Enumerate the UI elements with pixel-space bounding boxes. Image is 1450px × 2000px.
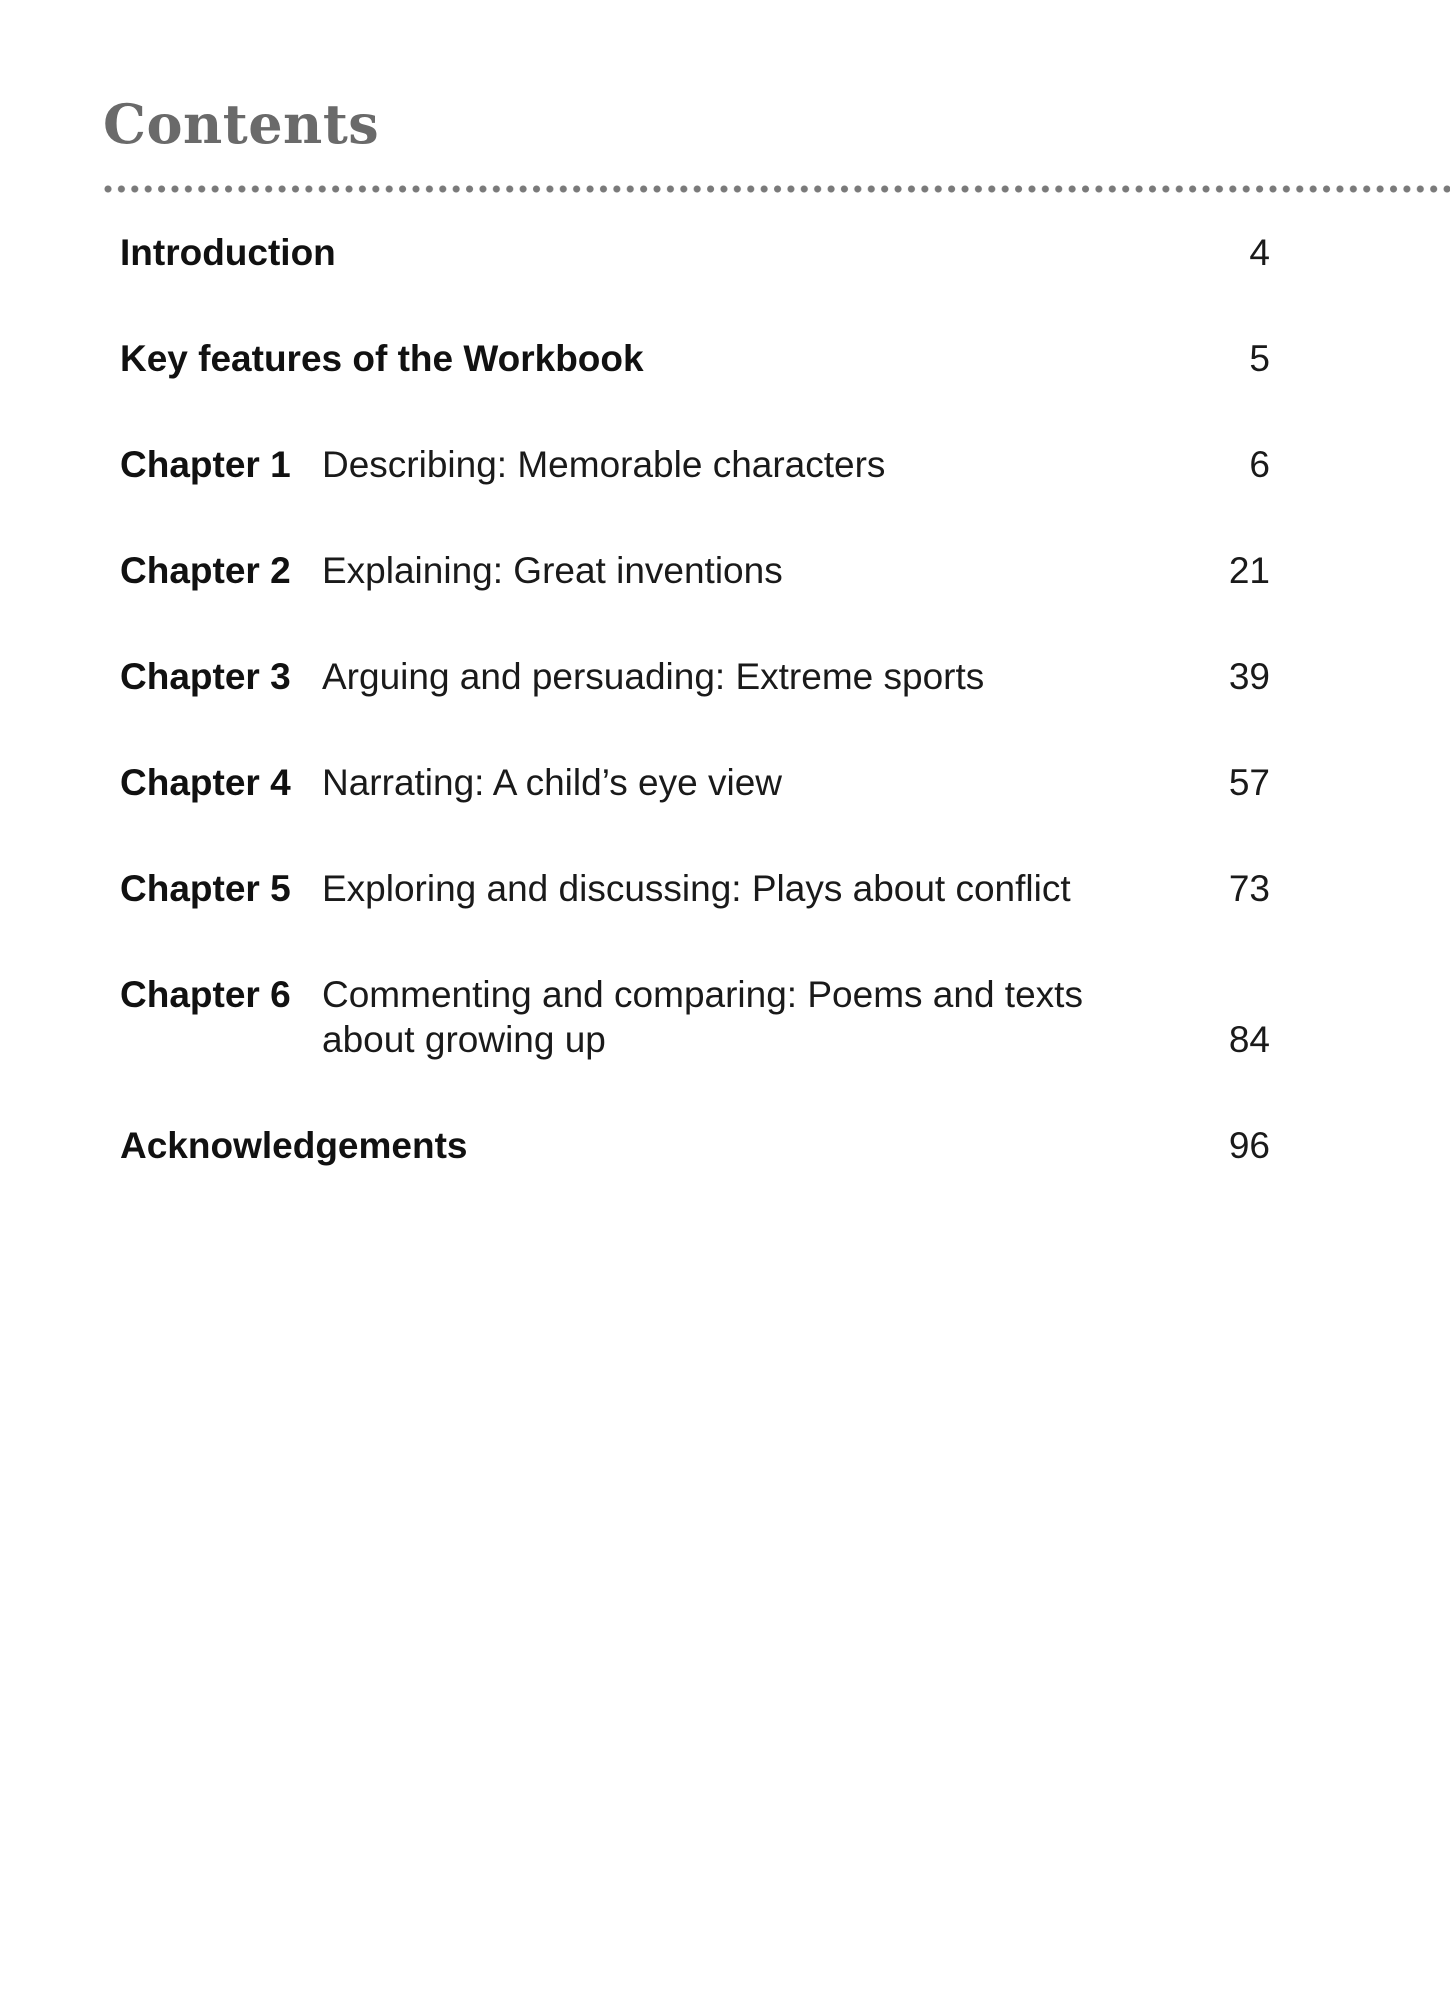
toc-entry-title-line-1: Commenting and comparing: Poems and texts: [322, 974, 1083, 1015]
toc-entry-label: Acknowledgements: [120, 1125, 468, 1166]
toc-entry-page-number: 84: [1228, 1019, 1270, 1060]
toc-entry-page-number: 57: [1228, 762, 1270, 803]
toc-entry-label: Chapter 6: [120, 974, 291, 1015]
toc-entry-title: Exploring and discussing: Plays about conflict: [322, 868, 1071, 909]
toc-entry-title: Describing: Memorable characters: [322, 444, 886, 485]
toc-entry-chapter-6[interactable]: [120, 972, 1270, 1062]
toc-entry-label: Introduction: [120, 232, 336, 273]
toc-entry-title: Arguing and persuading: Extreme sports: [322, 656, 985, 697]
toc-entry-label: Chapter 4: [120, 762, 291, 803]
toc-entry-title: Explaining: Great inventions: [322, 550, 783, 591]
toc-entry-page-number: 96: [1228, 1125, 1270, 1166]
toc-entry-label: Chapter 1: [120, 444, 291, 485]
toc-entry-label: Chapter 2: [120, 550, 291, 591]
toc-entry-page-number: 4: [1249, 232, 1270, 273]
dotted-divider: [103, 184, 1450, 194]
toc-entry-page-number: 39: [1228, 656, 1270, 697]
toc-entry-page-number: 21: [1228, 550, 1270, 591]
toc-entry-page-number: 73: [1228, 868, 1270, 909]
toc-entry-page-number: 6: [1249, 444, 1270, 485]
toc-entry-title-line-2: about growing up: [322, 1019, 606, 1060]
toc-entry-label: Key features of the Workbook: [120, 338, 644, 379]
toc-entry-label: Chapter 5: [120, 868, 291, 909]
toc-entry-label: Chapter 3: [120, 656, 291, 697]
toc-entry-title: Narrating: A child’s eye view: [322, 762, 782, 803]
toc-entry-page-number: 5: [1249, 338, 1270, 379]
page-title: Contents: [103, 92, 380, 156]
toc-entry-title: [322, 972, 1182, 1062]
